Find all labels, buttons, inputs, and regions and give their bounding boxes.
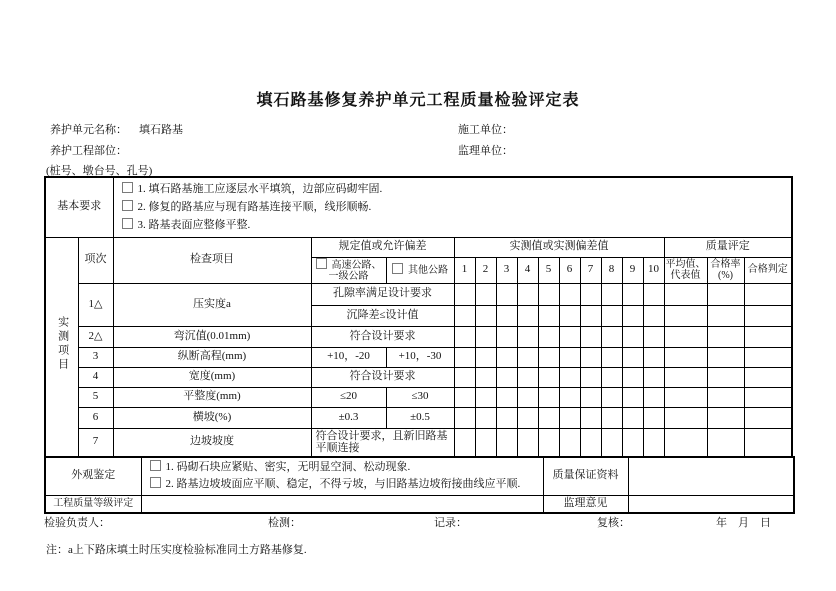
measured-value-cell: [475, 367, 496, 387]
spec-value-expressway: ≤20: [311, 387, 386, 407]
measured-value-cell: [454, 407, 475, 428]
measured-value-cell: [475, 407, 496, 428]
col-header-quality: 质量评定: [664, 237, 792, 257]
measured-value-cell: [454, 428, 475, 457]
row-side-slope: [45, 428, 792, 457]
measured-value-cell: [496, 326, 517, 347]
reviewer-label: 复核：: [597, 517, 630, 529]
measured-value-cell: [496, 283, 517, 305]
supervision-unit-label: 监理单位：: [458, 145, 513, 157]
quality-eval-cell: [744, 326, 792, 347]
checkbox-icon: [150, 460, 161, 471]
measured-value-cell: [475, 387, 496, 407]
col-header-item-no: 项次: [78, 237, 113, 283]
check-item: 宽度(mm): [113, 367, 311, 387]
measured-value-cell: [517, 407, 538, 428]
quality-eval-cell: [664, 347, 707, 367]
measured-value-cell: [454, 347, 475, 367]
measured-value-cell: [622, 407, 643, 428]
quality-eval-cell: [664, 367, 707, 387]
measured-value-cell: [496, 387, 517, 407]
measured-value-cell: [496, 428, 517, 457]
unit-name-label: 养护单元名称：: [50, 124, 127, 136]
measured-value-cell: [538, 387, 559, 407]
measured-value-cell: [643, 347, 664, 367]
measured-value-cell: [622, 387, 643, 407]
measured-value-cell: [559, 407, 580, 428]
measured-value-cell: [475, 326, 496, 347]
measured-value-cell: [580, 387, 601, 407]
quality-eval-cell: [664, 305, 707, 326]
row-no: 4: [78, 367, 113, 387]
quality-eval-cell: [744, 305, 792, 326]
measured-value-cell: [559, 367, 580, 387]
measured-value-cell: [475, 428, 496, 457]
page-title: 填石路基修复养护单元工程质量检验评定表: [256, 92, 580, 109]
measured-col-header: 9: [622, 257, 643, 283]
measured-value-cell: [643, 326, 664, 347]
col-header-pass-judge: 合格判定: [744, 257, 792, 283]
expressway-label: 高速公路、: [331, 259, 382, 271]
measured-col-header: 8: [601, 257, 622, 283]
quality-eval-cell: [664, 326, 707, 347]
date-label: 年 月 日: [716, 517, 771, 529]
measured-value-cell: [622, 305, 643, 326]
measured-value-cell: [643, 428, 664, 457]
quality-eval-cell: [664, 387, 707, 407]
appearance-item-text: 1. 码砌石块应紧贴、密实，无明显空洞、松动现象.: [165, 461, 411, 474]
measured-col-header: 7: [580, 257, 601, 283]
check-item: 横坡(%): [113, 407, 311, 428]
spec-value: 符合设计要求: [311, 326, 454, 347]
measured-value-cell: [601, 347, 622, 367]
checkbox-icon: [122, 182, 133, 193]
expressway-label-2: 一级公路: [328, 271, 369, 282]
measured-value-cell: [517, 347, 538, 367]
measured-value-cell: [643, 387, 664, 407]
row-no: 3: [78, 347, 113, 367]
col-header-check-item: 检查项目: [113, 237, 311, 283]
qa-materials-cell: [628, 457, 794, 495]
spec-value-expressway: +10，-20: [311, 347, 386, 367]
quality-eval-cell: [744, 367, 792, 387]
appearance-content: [141, 457, 543, 495]
measured-value-cell: [643, 367, 664, 387]
measured-value-cell: [643, 305, 664, 326]
recorder-label: 记录：: [434, 517, 467, 529]
measured-value-cell: [496, 407, 517, 428]
grade-label: 工程质量等级评定: [45, 495, 141, 513]
measured-value-cell: [601, 407, 622, 428]
row-cross-slope: [45, 407, 792, 428]
col-header-measured: 实测值或实测偏差值: [454, 237, 664, 257]
quality-eval-cell: [664, 407, 707, 428]
signature-line: [44, 514, 804, 530]
check-item: 边坡坡度: [113, 428, 311, 457]
spec-value-other: ±0.5: [386, 407, 454, 428]
quality-eval-cell: [744, 407, 792, 428]
measured-value-cell: [538, 407, 559, 428]
measured-col-header: 3: [496, 257, 517, 283]
quality-eval-cell: [707, 283, 744, 305]
checkbox-icon: [316, 258, 327, 269]
pass-rate-label-2: (%): [718, 270, 733, 281]
measured-value-cell: [475, 283, 496, 305]
measured-col-header: 4: [517, 257, 538, 283]
quality-eval-cell: [744, 283, 792, 305]
row-no: 2△: [78, 326, 113, 347]
spec-value: 沉降差≤设计值: [311, 305, 454, 326]
measured-col-header: 2: [475, 257, 496, 283]
side-label-cell: [45, 237, 78, 457]
spec-value-expressway: ±0.3: [311, 407, 386, 428]
measured-value-cell: [580, 283, 601, 305]
avg-label-2: 代表值: [670, 270, 701, 281]
measured-value-cell: [601, 428, 622, 457]
measured-value-cell: [475, 347, 496, 367]
appearance-row: [45, 457, 794, 495]
checkbox-icon: [122, 218, 133, 229]
appearance-label: 外观鉴定: [45, 457, 141, 495]
col-header-average: [664, 257, 707, 283]
spec-value: 符合设计要求，且新旧路基平顺连接: [311, 428, 454, 457]
appearance-item-text: 2. 路基边坡坡面应平顺、稳定，不得亏坡，与旧路基边坡衔接曲线应平顺.: [165, 478, 521, 491]
spec-value: 孔隙率满足设计要求: [311, 283, 454, 305]
quality-eval-cell: [707, 305, 744, 326]
measured-col-header: 5: [538, 257, 559, 283]
supervision-opinion-cell: [628, 495, 794, 513]
row-compaction-sub1: [45, 283, 792, 305]
measurement-table: [44, 176, 793, 458]
measured-value-cell: [601, 367, 622, 387]
measured-value-cell: [454, 387, 475, 407]
row-deflection: [45, 326, 792, 347]
basic-requirements-label: 基本要求: [45, 177, 113, 237]
measured-value-cell: [559, 347, 580, 367]
measured-value-cell: [559, 428, 580, 457]
spec-value: 符合设计要求: [311, 367, 454, 387]
measured-value-cell: [538, 326, 559, 347]
measured-value-cell: [622, 428, 643, 457]
quality-eval-cell: [664, 428, 707, 457]
unit-name-value: 填石路基: [139, 124, 183, 136]
quality-eval-cell: [707, 428, 744, 457]
project-part-row: [50, 142, 127, 158]
grade-value-cell: [141, 495, 543, 513]
row-no: 5: [78, 387, 113, 407]
basic-requirements-content: [113, 177, 792, 237]
footnote: 注：a上下路床填土时压实度检验标准同土方路基修复.: [46, 544, 307, 556]
quality-eval-cell: [744, 428, 792, 457]
measured-value-cell: [454, 367, 475, 387]
qa-materials-label: 质量保证资料: [543, 457, 628, 495]
quality-eval-cell: [707, 387, 744, 407]
project-part-label: 养护工程部位：: [50, 145, 127, 157]
spec-value-other: ≤30: [386, 387, 454, 407]
table-header-row-1: [45, 237, 792, 257]
other-road-label: 其他公路: [408, 265, 448, 277]
spec-value-other: +10，-30: [386, 347, 454, 367]
tester-label: 检测：: [268, 517, 301, 529]
construction-unit-row: [458, 121, 513, 137]
measured-value-cell: [517, 367, 538, 387]
basic-requirement-item: [122, 216, 791, 234]
measured-value-cell: [538, 305, 559, 326]
unit-name-row: [50, 121, 183, 137]
measured-value-cell: [559, 283, 580, 305]
inspector-label: 检验负责人：: [44, 517, 110, 529]
pass-rate-label: 合格率: [710, 258, 741, 270]
measured-value-cell: [517, 305, 538, 326]
quality-eval-cell: [707, 407, 744, 428]
basic-requirement-item: [122, 180, 791, 198]
measured-value-cell: [601, 283, 622, 305]
measured-value-cell: [538, 283, 559, 305]
measured-value-cell: [601, 387, 622, 407]
col-header-other-road: [386, 257, 454, 283]
quality-eval-cell: [707, 347, 744, 367]
measured-value-cell: [454, 305, 475, 326]
measured-value-cell: [538, 428, 559, 457]
measured-value-cell: [475, 305, 496, 326]
col-header-spec: 规定值或允许偏差: [311, 237, 454, 257]
avg-label: 平均值、: [665, 258, 706, 270]
measured-value-cell: [496, 367, 517, 387]
measured-value-cell: [622, 283, 643, 305]
measured-value-cell: [496, 347, 517, 367]
quality-eval-cell: [664, 283, 707, 305]
quality-eval-cell: [707, 367, 744, 387]
measured-value-cell: [601, 305, 622, 326]
supervision-unit-row: [458, 142, 513, 158]
basic-requirements-row: [45, 177, 792, 237]
measured-value-cell: [517, 283, 538, 305]
construction-unit-label: 施工单位：: [458, 124, 513, 136]
checkbox-icon: [150, 477, 161, 488]
measured-value-cell: [580, 407, 601, 428]
basic-requirement-item: [122, 198, 791, 216]
row-profile-elevation: [45, 347, 792, 367]
measured-value-cell: [643, 407, 664, 428]
basic-requirement-text: 3. 路基表面应整修平整.: [137, 219, 251, 232]
checkbox-icon: [392, 263, 403, 274]
measured-value-cell: [580, 347, 601, 367]
measured-col-header: 1: [454, 257, 475, 283]
measured-value-cell: [622, 326, 643, 347]
measured-value-cell: [538, 367, 559, 387]
grade-row: [45, 495, 794, 513]
form-tables: [44, 176, 793, 514]
basic-requirement-text: 2. 修复的路基应与现有路基连接平顺，线形顺畅.: [137, 201, 372, 214]
measured-value-cell: [622, 347, 643, 367]
check-item: 压实度a: [113, 283, 311, 326]
measured-value-cell: [580, 326, 601, 347]
measured-value-cell: [580, 367, 601, 387]
quality-eval-cell: [707, 326, 744, 347]
measured-value-cell: [517, 428, 538, 457]
check-item: 弯沉值(0.01mm): [113, 326, 311, 347]
stake-number-line: (桩号、墩台号、孔号): [46, 165, 153, 177]
row-flatness: [45, 387, 792, 407]
check-item: 纵断高程(mm): [113, 347, 311, 367]
measured-value-cell: [580, 305, 601, 326]
measured-col-header: 10: [643, 257, 664, 283]
appraisal-table: [44, 456, 795, 514]
quality-eval-cell: [744, 347, 792, 367]
measured-value-cell: [622, 367, 643, 387]
check-item: 平整度(mm): [113, 387, 311, 407]
appearance-item: [150, 459, 542, 476]
quality-eval-cell: [744, 387, 792, 407]
measured-value-cell: [559, 387, 580, 407]
measured-value-cell: [643, 283, 664, 305]
measured-value-cell: [559, 326, 580, 347]
checkbox-icon: [122, 200, 133, 211]
col-header-pass-rate: [707, 257, 744, 283]
side-label: 实测项目: [56, 316, 69, 373]
measured-value-cell: [601, 326, 622, 347]
appearance-item: [150, 476, 542, 493]
basic-requirement-text: 1. 填石路基施工应逐层水平填筑，边部应码砌牢固.: [137, 183, 383, 196]
row-no: 7: [78, 428, 113, 457]
measured-value-cell: [538, 347, 559, 367]
measured-value-cell: [580, 428, 601, 457]
measured-value-cell: [496, 305, 517, 326]
supervision-opinion-label: 监理意见: [543, 495, 628, 513]
row-no: 6: [78, 407, 113, 428]
measured-value-cell: [559, 305, 580, 326]
measured-value-cell: [454, 326, 475, 347]
measured-value-cell: [454, 283, 475, 305]
row-no: 1△: [78, 283, 113, 326]
col-header-expressway: [311, 257, 386, 283]
measured-value-cell: [517, 387, 538, 407]
measured-value-cell: [517, 326, 538, 347]
measured-col-header: 6: [559, 257, 580, 283]
row-width: [45, 367, 792, 387]
